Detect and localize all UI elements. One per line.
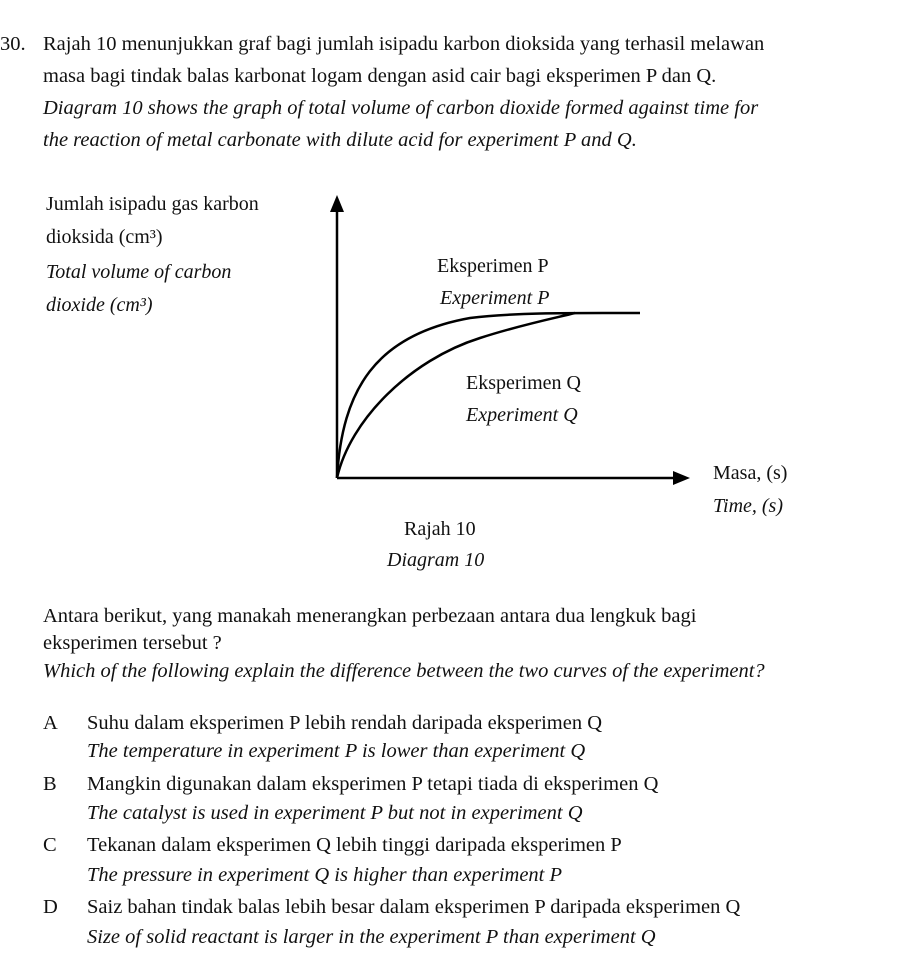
x-label-english: Time, (s)	[713, 495, 783, 517]
option-malay-text: Mangkin digunakan dalam eksperimen P tetapi tiada di eksperimen Q	[87, 773, 659, 795]
option-malay-text: Tekanan dalam eksperimen Q lebih tinggi daripada eksperimen P	[87, 834, 622, 856]
curve-experiment-q	[337, 313, 575, 478]
x-label-malay: Masa, (s)	[713, 462, 788, 484]
option-letter: A	[43, 712, 58, 734]
option-malay-text: Suhu dalam eksperimen P lebih rendah daripada eksperimen Q	[87, 712, 603, 734]
y-label-malay-line-1: Jumlah isipadu gas karbon	[46, 193, 259, 215]
stem-malay-line-2: masa bagi tindak balas karbonat logam dengan asid cair bagi eksperimen P dan Q.	[43, 65, 717, 87]
option-english-text: The catalyst is used in experiment P but not in experiment Q	[87, 802, 583, 824]
option-letter: D	[43, 896, 58, 918]
curve-q-label-malay: Eksperimen Q	[466, 372, 581, 394]
question-number: 30.	[0, 33, 26, 55]
stem-english-line-1: Diagram 10 shows the graph of total volume of carbon dioxide formed against time for	[43, 97, 759, 119]
option-english-text: The pressure in experiment Q is higher than experiment P	[87, 864, 563, 886]
y-axis-arrowhead	[330, 195, 344, 212]
x-axis-arrowhead	[673, 471, 690, 485]
curve-experiment-p	[337, 313, 640, 478]
curve-q-label-english: Experiment Q	[466, 404, 578, 426]
y-label-english-line-2: dioxide (cm³)	[46, 294, 153, 316]
stem-malay-line-1: Rajah 10 menunjukkan graf bagi jumlah isipadu karbon dioksida yang terhasil melawan	[43, 33, 765, 55]
option-english-text: Size of solid reactant is larger in the experiment P than experiment Q	[87, 926, 656, 948]
prompt-malay-line-2: eksperimen tersebut ?	[43, 632, 222, 654]
option-english-text: The temperature in experiment P is lower than experiment Q	[87, 740, 586, 762]
curve-p-label-malay: Eksperimen P	[437, 255, 549, 277]
y-label-english-line-1: Total volume of carbon	[46, 261, 232, 283]
option-letter: B	[43, 773, 57, 795]
option-letter: C	[43, 834, 57, 856]
y-label-malay-line-2: dioksida (cm³)	[46, 226, 163, 248]
option-malay-text: Saiz bahan tindak balas lebih besar dalam eksperimen P daripada eksperimen Q	[87, 896, 741, 918]
curve-p-label-english: Experiment P	[440, 287, 550, 309]
prompt-malay-line-1: Antara berikut, yang manakah menerangkan perbezaan antara dua lengkuk bagi	[43, 605, 697, 627]
prompt-english: Which of the following explain the difference between the two curves of the experiment?	[43, 660, 765, 682]
stem-english-line-2: the reaction of metal carbonate with dilute acid for experiment P and Q.	[43, 129, 637, 151]
figure-caption-english: Diagram 10	[387, 549, 485, 571]
figure-caption-malay: Rajah 10	[404, 518, 476, 540]
